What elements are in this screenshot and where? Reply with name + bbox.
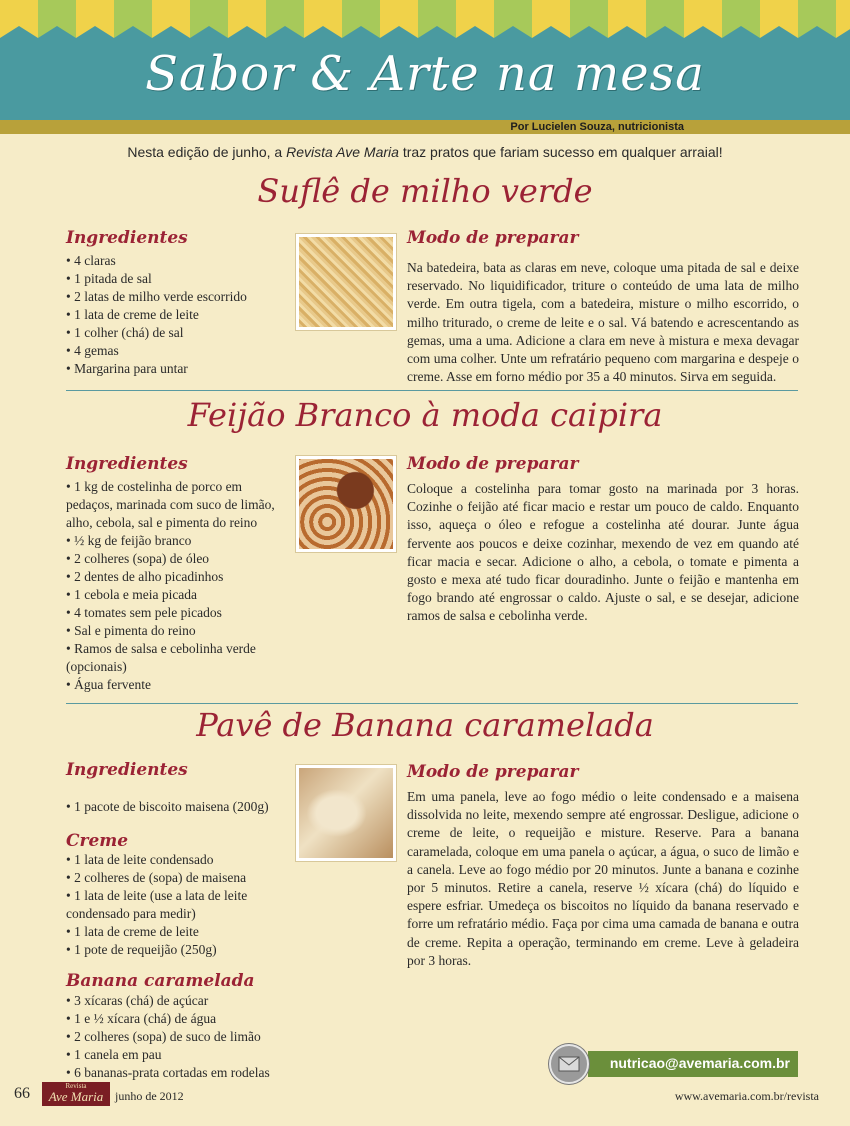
list-item: • 2 latas de milho verde escorrido [66, 288, 286, 306]
header-banner [0, 0, 850, 132]
list-item: • 4 gemas [66, 342, 286, 360]
sufle-photo [296, 234, 396, 330]
ingredients-list-sufle [66, 252, 286, 378]
prep-text-sufle: Na batedeira, bata as claras em neve, coloque uma pitada de sal e deixe reservado. No liquidificador, triture o conteúdo de uma lata de milho verde. Em outra tigela, com a batedeira, misture o milho escorrido, o milho triturado, o creme de leite e o sal. Vá batendo e acrescentando as gemas, uma a uma. Adicione a clara em neve à mistura e mexa devagar com uma colher. Unte um refratário pequeno com margarina e despeje o creme. Asse em forno médio por 35 a 40 minutos. Sirva em seguida. [407, 260, 799, 385]
creme-heading: Creme [66, 831, 129, 851]
recipe-title-pave: Pavê de Banana caramelada [196, 706, 654, 744]
ingredients-heading: Ingredientes [66, 454, 188, 474]
list-item: • 4 tomates sem pele picados [66, 604, 292, 622]
list-item: • 1 e ½ xícara (chá) de água [66, 1010, 306, 1028]
prep-heading: Modo de preparar [407, 228, 579, 248]
list-item: • 1 lata de leite condensado [66, 851, 292, 869]
banana-heading: Banana caramelada [66, 971, 255, 991]
author-byline: Por Lucielen Souza, nutricionista [510, 121, 684, 133]
page-title: Sabor & Arte na mesa [145, 46, 705, 102]
list-item: • ½ kg de feijão branco [66, 532, 292, 550]
list-item: • Água fervente [66, 676, 292, 694]
prep-text-feijao: Coloque a costelinha para tomar gosto na marinada por 3 horas. Cozinhe o feijão até ficar macio e restar um pouco de caldo. Enquanto isso, aqueça o óleo e refogue a costelinha até dourar. Junte água fervente aos poucos e deixe cozinhar, mexendo de vez em quando até ficar macia e secar. Adicione o alho, a cebola, o tomate e pimenta a gosto e mexa até tudo ficar douradinho. Junte o feijão e mantenha em fogo brando até engrossar o caldo. Ajuste o sal, e se desejar, adicione ramos de salsa e cebolinha verde. [407, 481, 799, 624]
list-item: • 1 lata de creme de leite [66, 306, 286, 324]
list-item: • 1 canela em pau [66, 1046, 306, 1064]
list-item: • 1 lata de creme de leite [66, 923, 292, 941]
list-item: • 1 kg de costelinha de porco em pedaços, marinada com suco de limão, alho, cebola, sal e pimenta do reino [66, 478, 292, 532]
logo-main-text: Ave Maria [48, 1089, 104, 1104]
ingredients-heading: Ingredientes [66, 228, 188, 248]
page-number: 66 [14, 1085, 30, 1102]
banana-list [66, 992, 306, 1082]
recipe-title-feijao: Feijão Branco à moda caipira [187, 396, 663, 434]
festa-junina-flags [0, 0, 850, 46]
list-item: • 2 dentes de alho picadinhos [66, 568, 292, 586]
issue-date: junho de 2012 [115, 1089, 184, 1103]
section-divider [66, 703, 798, 704]
list-item: • 4 claras [66, 252, 286, 270]
prep-text-pave: Em uma panela, leve ao fogo médio o leite condensado e a maisena dissolvida no leite, mexendo sempre até engrossar. Desligue, adicione o creme de leite, o requeijão e misture. Reserve. Para a banana caramelada, coloque em uma panela o açúcar, a água, o suco de limão e a canela. Leve ao fogo médio por 20 minutos. Junte a banana e cozinhe por 5 minutos. Retire a canela, reserve ½ xícara (chá) do líquido e espere esfriar. Umedeça os biscoitos no líquido da banana reservado e forre um refratário médio. Faça por cima uma camada de banana e outra de creme. Repita a operação, terminando em creme. Leve à geladeira por 3 horas. [407, 789, 799, 968]
list-item: • Sal e pimenta do reino [66, 622, 292, 640]
list-item: • 1 colher (chá) de sal [66, 324, 286, 342]
envelope-icon [549, 1044, 589, 1084]
list-item: • 1 cebola e meia picada [66, 586, 292, 604]
list-item: • 3 xícaras (chá) de açúcar [66, 992, 306, 1010]
ingredients-list-feijao [66, 478, 292, 694]
website-url: www.avemaria.com.br/revista [674, 1089, 819, 1103]
list-item: • 1 pitada de sal [66, 270, 286, 288]
intro-text [0, 144, 850, 160]
ingredients-heading: Ingredientes [66, 760, 188, 780]
email-link[interactable]: nutricao@avemaria.com.br [609, 1055, 790, 1071]
list-item: • Margarina para untar [66, 360, 286, 378]
list-item: • 2 colheres de (sopa) de maisena [66, 869, 292, 887]
intro-magazine: Revista Ave Maria [286, 144, 399, 160]
intro-before: Nesta edição de junho, a [127, 144, 287, 160]
prep-heading: Modo de preparar [407, 454, 579, 474]
intro-after: traz pratos que fariam sucesso em qualquer arraial! [398, 144, 723, 160]
list-item: • 2 colheres (sopa) de óleo [66, 550, 292, 568]
prep-heading: Modo de preparar [407, 762, 579, 782]
pave-photo [296, 765, 396, 861]
email-box[interactable] [588, 1051, 798, 1077]
list-item: • 2 colheres (sopa) de suco de limão [66, 1028, 306, 1046]
list-item: • 6 bananas-prata cortadas em rodelas [66, 1064, 306, 1082]
ingredients-list-pave [66, 798, 292, 816]
creme-list [66, 851, 292, 959]
feijao-photo [296, 456, 396, 552]
recipe-title-sufle: Suflê de milho verde [257, 172, 593, 210]
magazine-logo [42, 1082, 110, 1106]
section-divider [66, 390, 798, 391]
logo-top-text: Revista [65, 1082, 87, 1090]
gold-divider-bar [0, 120, 850, 134]
list-item: • 1 pacote de biscoito maisena (200g) [66, 798, 292, 816]
list-item: • Ramos de salsa e cebolinha verde (opcionais) [66, 640, 292, 676]
list-item: • 1 lata de leite (use a lata de leite condensado para medir) [66, 887, 292, 923]
list-item: • 1 pote de requeijão (250g) [66, 941, 292, 959]
